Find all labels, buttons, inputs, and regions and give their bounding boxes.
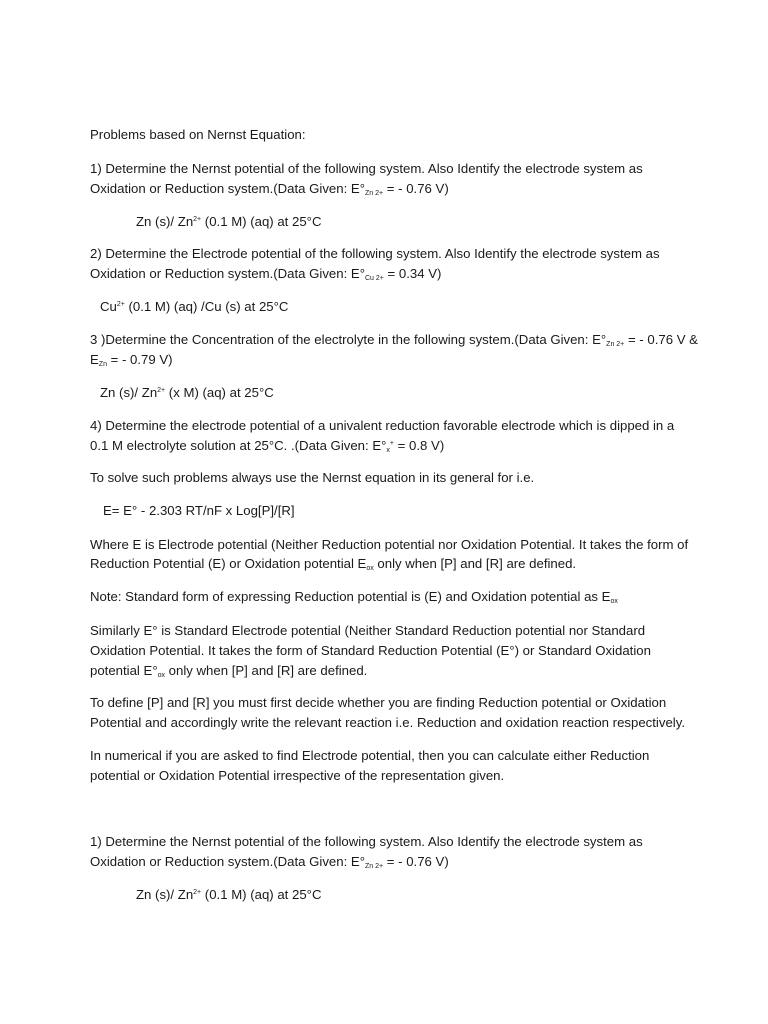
numerical-line-2: potential or Oxidation Potential irrespective of the representation given. <box>90 768 505 783</box>
problem-2-system: $Cu^{2+}$ (0.1 M) (aq) /Cu (s) at 25°C <box>100 299 289 314</box>
problem-3-line-2: $E_{Zn}$ = - 0.79 V) <box>90 352 173 368</box>
problem-1-line-1: 1) Determine the Nernst potential of the following system. Also Identify the electrode system as <box>90 161 643 176</box>
nernst-equation: E= E° - 2.303 RT/nF x Log[P]/[R] <box>103 503 295 518</box>
problem-2-line-1: 2) Determine the Electrode potential of the following system. Also Identify the electrode system as <box>90 246 660 261</box>
similarly-line-2: Oxidation Potential. It takes the form of Standard Reduction Potential (E°) or Standard Oxidation <box>90 643 651 658</box>
repeat-problem-1-line-2: Oxidation or Reduction system.(Data Given: $E^\circ_{Zn 2+}$ = - 0.76 V) <box>90 854 449 870</box>
repeat-problem-1-system: Zn (s)/ $Zn^{2+}$ (0.1 M) (aq) at 25°C <box>136 887 322 902</box>
define-line-2: Potential and accordingly write the relevant reaction i.e. Reduction and oxidation reaction respectively. <box>90 715 685 730</box>
define-line-1: To define [P] and [R] you must first decide whether you are finding Reduction potential or Oxidation <box>90 695 667 710</box>
problem-1-system: Zn (s)/ $Zn^{2+}$ (0.1 M) (aq) at 25°C <box>136 214 322 229</box>
problem-3-line-1: 3 )Determine the Concentration of the electrolyte in the following system.(Data Given: $E^\circ_{Zn 2+}$ = - 0.76 V & <box>90 332 698 348</box>
where-line-2: Reduction Potential (E) or Oxidation potential $E_{ox}$ only when [P] and [R] are defined. <box>90 556 577 572</box>
document-title: Problems based on Nernst Equation: <box>90 127 306 142</box>
problem-3-system: Zn (s)/ $Zn^{2+}$ (x M) (aq) at 25°C <box>100 385 274 400</box>
where-line-1: Where E is Electrode potential (Neither Reduction potential nor Oxidation Potential. It takes the form of <box>90 537 689 552</box>
problem-1-line-2: Oxidation or Reduction system.(Data Given: $E^\circ_{Zn 2+}$ = - 0.76 V) <box>90 181 449 197</box>
similarly-line-3: potential $E^\circ_{ox}$ only when [P] and [R] are defined. <box>90 663 368 679</box>
problem-4-line-2: 0.1 M electrolyte solution at 25°C. .(Data Given: $E^\circ_x^+ = 0.8$ V) <box>90 438 445 454</box>
problem-2-line-2: Oxidation or Reduction system.(Data Given: $E^\circ_{Cu 2+} = 0.34$ V) <box>90 266 442 282</box>
intro-text: To solve such problems always use the Nernst equation in its general for i.e. <box>90 470 535 485</box>
numerical-line-1: In numerical if you are asked to find Electrode potential, then you can calculate either Reduction <box>90 748 650 763</box>
similarly-line-1: Similarly E° is Standard Electrode potential (Neither Standard Reduction potential nor Standard <box>90 623 646 638</box>
problem-4-line-1: 4) Determine the electrode potential of a univalent reduction favorable electrode which is dipped in a <box>90 418 675 433</box>
repeat-problem-1-line-1: 1) Determine the Nernst potential of the following system. Also Identify the electrode system as <box>90 834 643 849</box>
note-text: Note: Standard form of expressing Reduction potential is (E) and Oxidation potential as $E_{ox}$ <box>90 589 618 605</box>
